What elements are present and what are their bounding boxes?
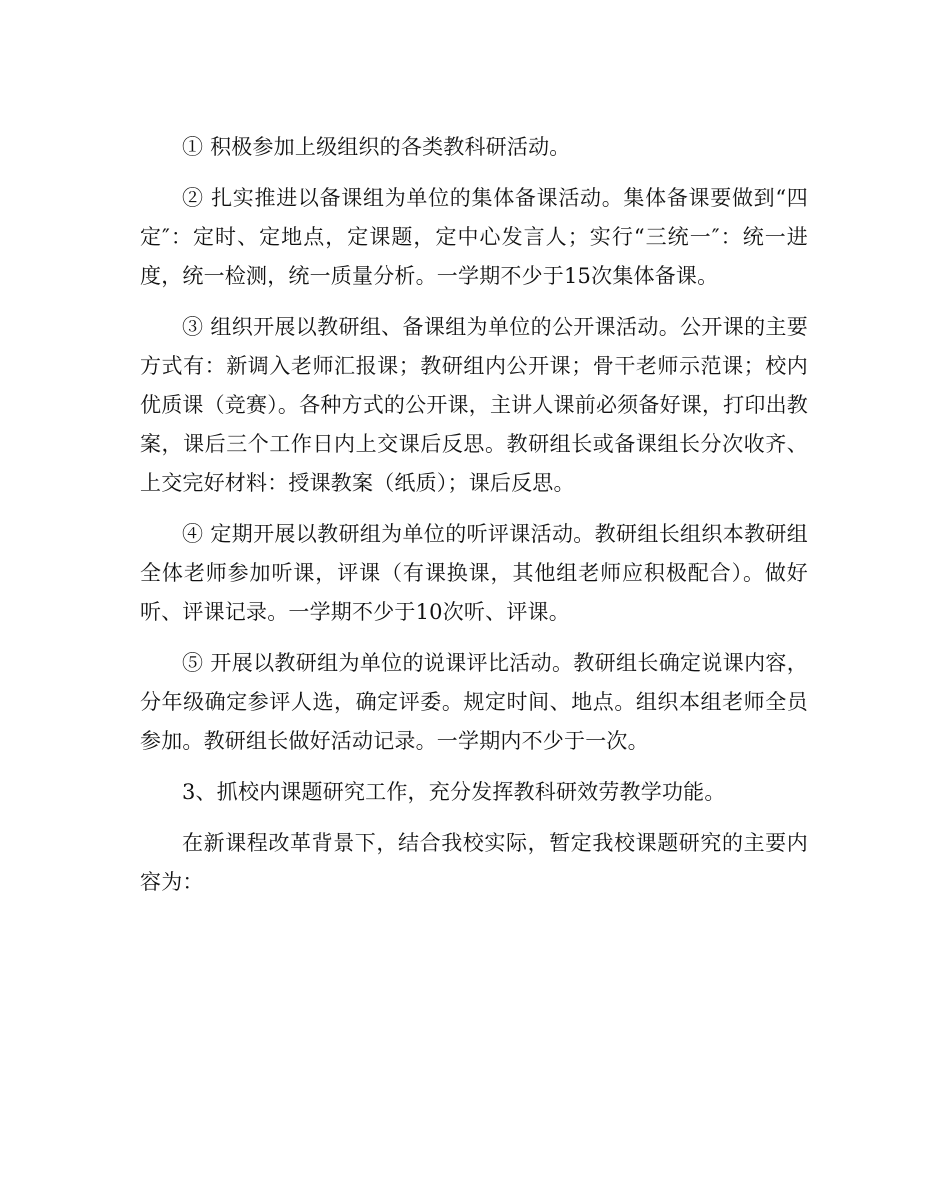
paragraph-item-5: ⑤ 开展以教研组为单位的说课评比活动。教研组长确定说课内容，分年级确定参评人选，确定评委。规定时间、地点。组织本组老师全员参加。教研组长做好活动记录。一学期内不少于一次。 [140, 651, 808, 753]
section-heading-3: 3、抓校内课题研究工作，充分发挥教科研效劳教学功能。 [182, 780, 726, 804]
paragraph-item-2: ② 扎实推进以备课组为单位的集体备课活动。集体备课要做到“四定″：定时、定地点，定课题，定中心发言人；实行“三统一″：统一进度，统一检测，统一质量分析。一学期不少于15次集体备课。 [140, 186, 808, 288]
paragraph-item-4: ④ 定期开展以教研组为单位的听评课活动。教研组长组织本教研组全体老师参加听课，评课（有课换课，其他组老师应积极配合）。做好听、评课记录。一学期不少于10次听、评课。 [140, 522, 808, 624]
paragraph-item-3: ③ 组织开展以教研组、备课组为单位的公开课活动。公开课的主要方式有：新调入老师汇报课；教研组内公开课；骨干老师示范课；校内优质课（竞赛）。各种方式的公开课，主讲人课前必须备好课，打印出教案，课后三个工作日内上交课后反思。教研组长或备课组长分次收齐、上交完好材料：授课教案（纸质）；课后反思。 [140, 315, 808, 495]
paragraph-intro: 在新课程改革背景下，结合我校实际，暂定我校课题研究的主要内容为： [140, 831, 808, 894]
document-body [140, 128, 808, 914]
paragraph-item-1: ① 积极参加上级组织的各类教科研活动。 [182, 135, 571, 159]
